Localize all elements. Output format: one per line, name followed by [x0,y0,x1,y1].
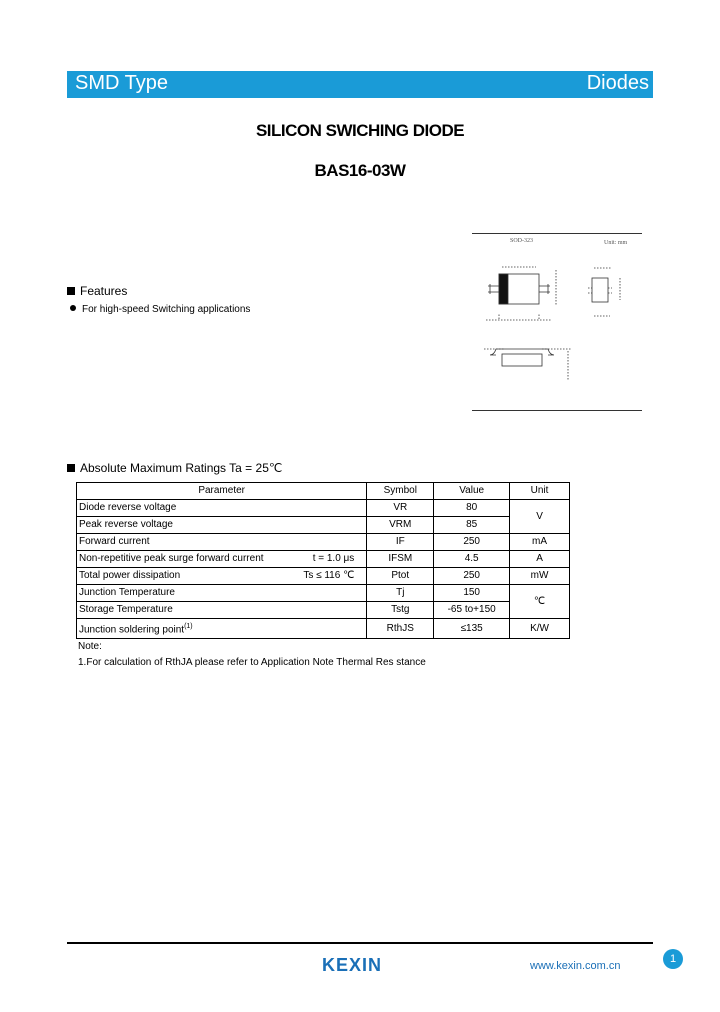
col-header: Parameter [77,483,367,500]
param-cell: Diode reverse voltage [77,500,367,517]
unit-cell: ℃ [510,585,570,619]
note-item: 1.For calculation of RthJA please refer to Application Note Thermal Res stance [78,657,426,668]
drawing-bottom-rule [472,410,642,411]
part-number: BAS16-03W [314,161,406,180]
value-cell: 85 [434,517,510,534]
document-title: SILICON SWICHING DIODE [255,121,465,140]
table-row [77,500,570,517]
param-cell: Peak reverse voltage [77,517,367,534]
unit-cell: A [510,551,570,568]
value-cell: 80 [434,500,510,517]
package-outline-svg [472,230,642,412]
cathode-band [499,274,508,304]
table-row [77,568,570,585]
table-header-row [77,483,570,500]
value-cell: ≤135 [434,619,510,639]
table-row [77,602,570,619]
symbol-cell: Ptot [367,568,434,585]
package-name: SOD-323 [510,238,534,244]
package-unit: Unit: mm [604,240,628,246]
header-banner [67,71,653,98]
symbol-cell: Tstg [367,602,434,619]
symbol-cell: VR [367,500,434,517]
page-number: 1 [663,949,683,969]
table-row [77,534,570,551]
unit-cell: K/W [510,619,570,639]
unit-cell: V [510,500,570,534]
value-cell: -65 to+150 [434,602,510,619]
features-heading: Features [67,284,127,298]
unit-cell: mW [510,568,570,585]
col-header: Symbol [367,483,434,500]
ratings-table [76,482,570,639]
kexin-logo: KEXIN [322,955,383,975]
footnote-marker: (1) [184,623,193,630]
unit-cell: mA [510,534,570,551]
header-type: SMD Type [75,72,168,94]
footer-url[interactable]: www.kexin.com.cn [530,960,621,972]
symbol-cell: IF [367,534,434,551]
col-header: Value [434,483,510,500]
symbol-cell: RthJS [367,619,434,639]
symbol-cell: Tj [367,585,434,602]
value-cell: 4.5 [434,551,510,568]
value-cell: 250 [434,568,510,585]
square-bullet-icon [67,287,75,295]
param-cell: Junction Temperature [77,585,367,602]
table-row [77,585,570,602]
package-drawing [472,230,642,412]
ratings-heading: Absolute Maximum Ratings Ta = 25℃ [67,461,282,475]
col-header: Unit [510,483,570,500]
value-cell: 150 [434,585,510,602]
condition-text: t = 1.0 μs [312,553,355,564]
param-cell: Total power dissipation Ts ≤ 116 ℃ [77,568,367,585]
symbol-cell: VRM [367,517,434,534]
header-category: Diodes [586,72,649,94]
value-cell: 250 [434,534,510,551]
round-bullet-icon [70,305,76,311]
table-row [77,551,570,568]
table-row [77,517,570,534]
square-bullet-icon [67,464,75,472]
param-cell: Forward current [77,534,367,551]
table-row [77,619,570,639]
param-cell: Storage Temperature [77,602,367,619]
condition-text: Ts ≤ 116 ℃ [303,570,355,581]
body-front-view [502,354,542,366]
feature-item: For high-speed Switching applications [70,304,250,315]
footer-rule [67,942,653,944]
param-cell: Junction soldering point$^{(1)}$ [77,619,367,639]
body-side-view [592,278,608,302]
note-heading: Note: [78,641,102,652]
symbol-cell: IFSM [367,551,434,568]
param-cell: Non-repetitive peak surge forward current t = 1.0 μs [77,551,367,568]
